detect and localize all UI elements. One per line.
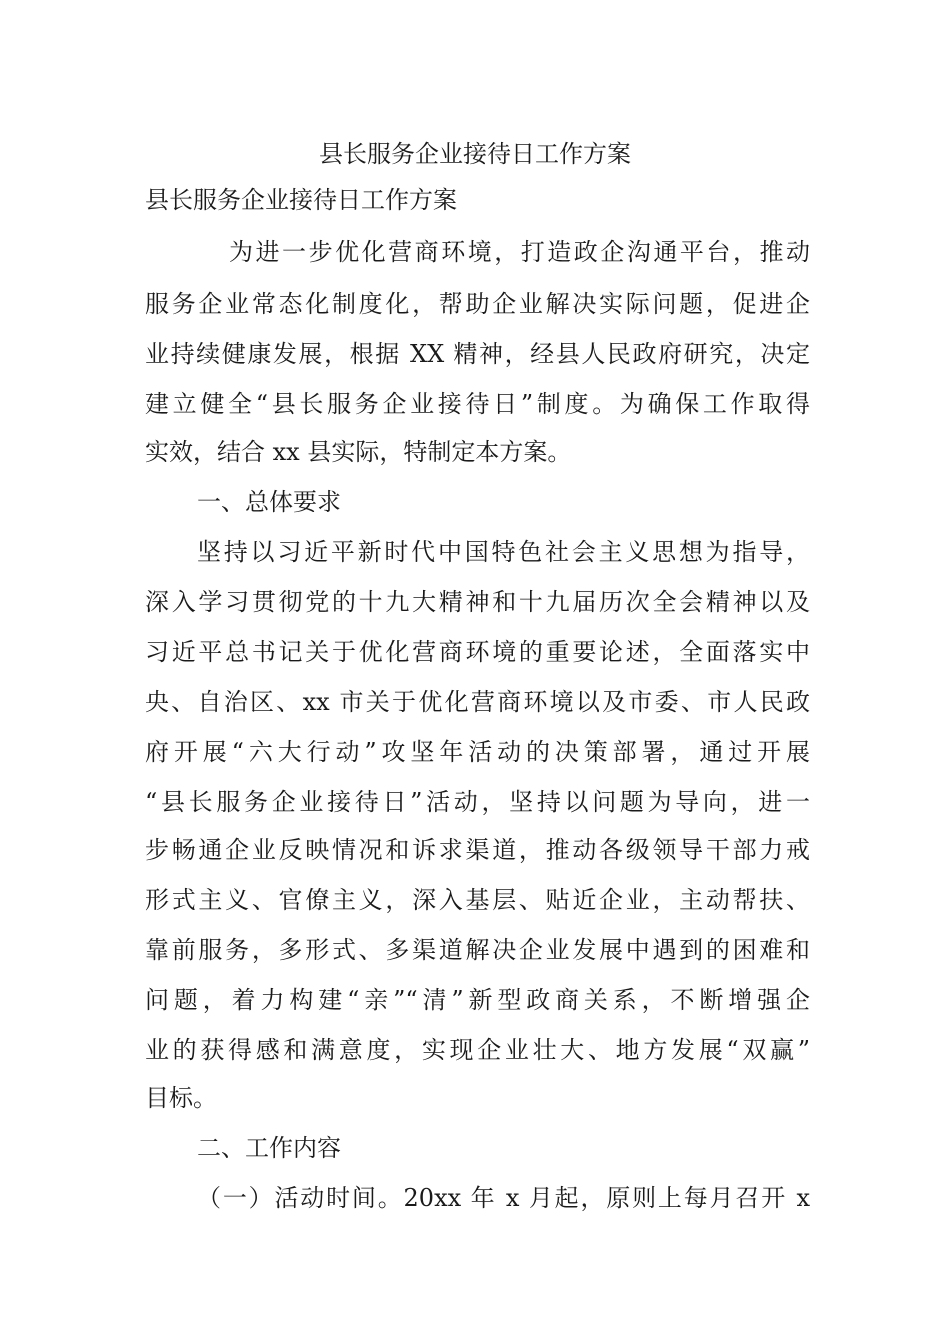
paragraph-line: 实效，结合 xx 县实际，特制定本方案。 (145, 438, 572, 466)
document-title: 县长服务企业接待日工作方案 (319, 140, 631, 168)
paragraph-line: 府开展“六大行动”攻坚年活动的决策部署，通过开展 (145, 738, 810, 766)
paragraph-line: 深入学习贯彻党的十九大精神和十九届历次全会精神以及 (145, 588, 810, 616)
paragraph-line: 靠前服务，多形式、多渠道解决企业发展中遇到的困难和 (145, 936, 810, 964)
paragraph-line: 央、自治区、xx 市关于优化营商环境以及市委、市人民政 (145, 688, 810, 716)
paragraph-line: 服务企业常态化制度化，帮助企业解决实际问题，促进企 (145, 290, 810, 318)
paragraph-line: 建立健全“县长服务企业接待日”制度。为确保工作取得 (145, 390, 810, 418)
paragraph-line: 习近平总书记关于优化营商环境的重要论述，全面落实中 (145, 638, 810, 666)
paragraph-line: 坚持以习近平新时代中国特色社会主义思想为指导， (197, 538, 810, 566)
paragraph-line: 业持续健康发展，根据 XX 精神，经县人民政府研究，决定 (145, 340, 810, 368)
paragraph-line: （一）活动时间。20xx 年 x 月起，原则上每月召开 x (197, 1184, 810, 1212)
paragraph-line: 为进一步优化营商环境，打造政企沟通平台，推动 (229, 238, 810, 266)
paragraph-line: 业的获得感和满意度，实现企业壮大、地方发展“双赢” (145, 1036, 810, 1064)
paragraph-line: 步畅通企业反映情况和诉求渠道，推动各级领导干部力戒 (145, 836, 810, 864)
paragraph-line: “县长服务企业接待日”活动，坚持以问题为导向，进一 (145, 788, 810, 816)
section-heading: 一、总体要求 (197, 488, 341, 516)
document-subtitle: 县长服务企业接待日工作方案 (145, 186, 457, 214)
section-heading: 二、工作内容 (197, 1134, 341, 1162)
paragraph-line: 问题，着力构建“亲”“清”新型政商关系，不断增强企 (145, 986, 810, 1014)
paragraph-line: 形式主义、官僚主义，深入基层、贴近企业，主动帮扶、 (145, 886, 810, 914)
paragraph-line: 目标。 (145, 1084, 217, 1112)
